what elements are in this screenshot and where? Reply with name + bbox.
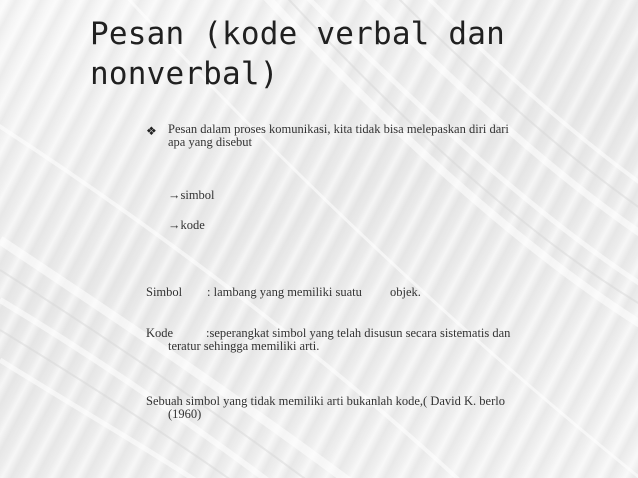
kode-term: Kode (146, 326, 174, 340)
quote-block (146, 395, 546, 421)
kode-definition-block (146, 327, 546, 353)
bullet-paragraph (168, 123, 548, 149)
diamond-bullet-icon: ❖ (146, 124, 157, 138)
kode-definition-line-1: :seperangkat simbol yang telah disusun secara sistematis dan (206, 326, 511, 340)
kode-definition-line-2: teratur sehingga memiliki arti. (168, 339, 320, 353)
bullet-line-2: apa yang disebut (168, 135, 253, 149)
simbol-definition: : lambang yang memiliki suatu (207, 285, 362, 299)
simbol-object: objek. (390, 285, 421, 299)
slide-title: Pesan (kode verbal dan nonverbal) (90, 16, 505, 92)
quote-line-2: (1960) (168, 407, 202, 421)
arrow-item-kode: →kode (168, 218, 205, 232)
simbol-term: Simbol (146, 285, 183, 299)
quote-line-1: Sebuah simbol yang tidak memiliki arti bukanlah kode,( David K. berlo (146, 394, 505, 408)
arrow-item-simbol: →simbol (168, 188, 215, 202)
bullet-line-1: Pesan dalam proses komunikasi, kita tidak bisa melepaskan diri dari (168, 122, 509, 136)
